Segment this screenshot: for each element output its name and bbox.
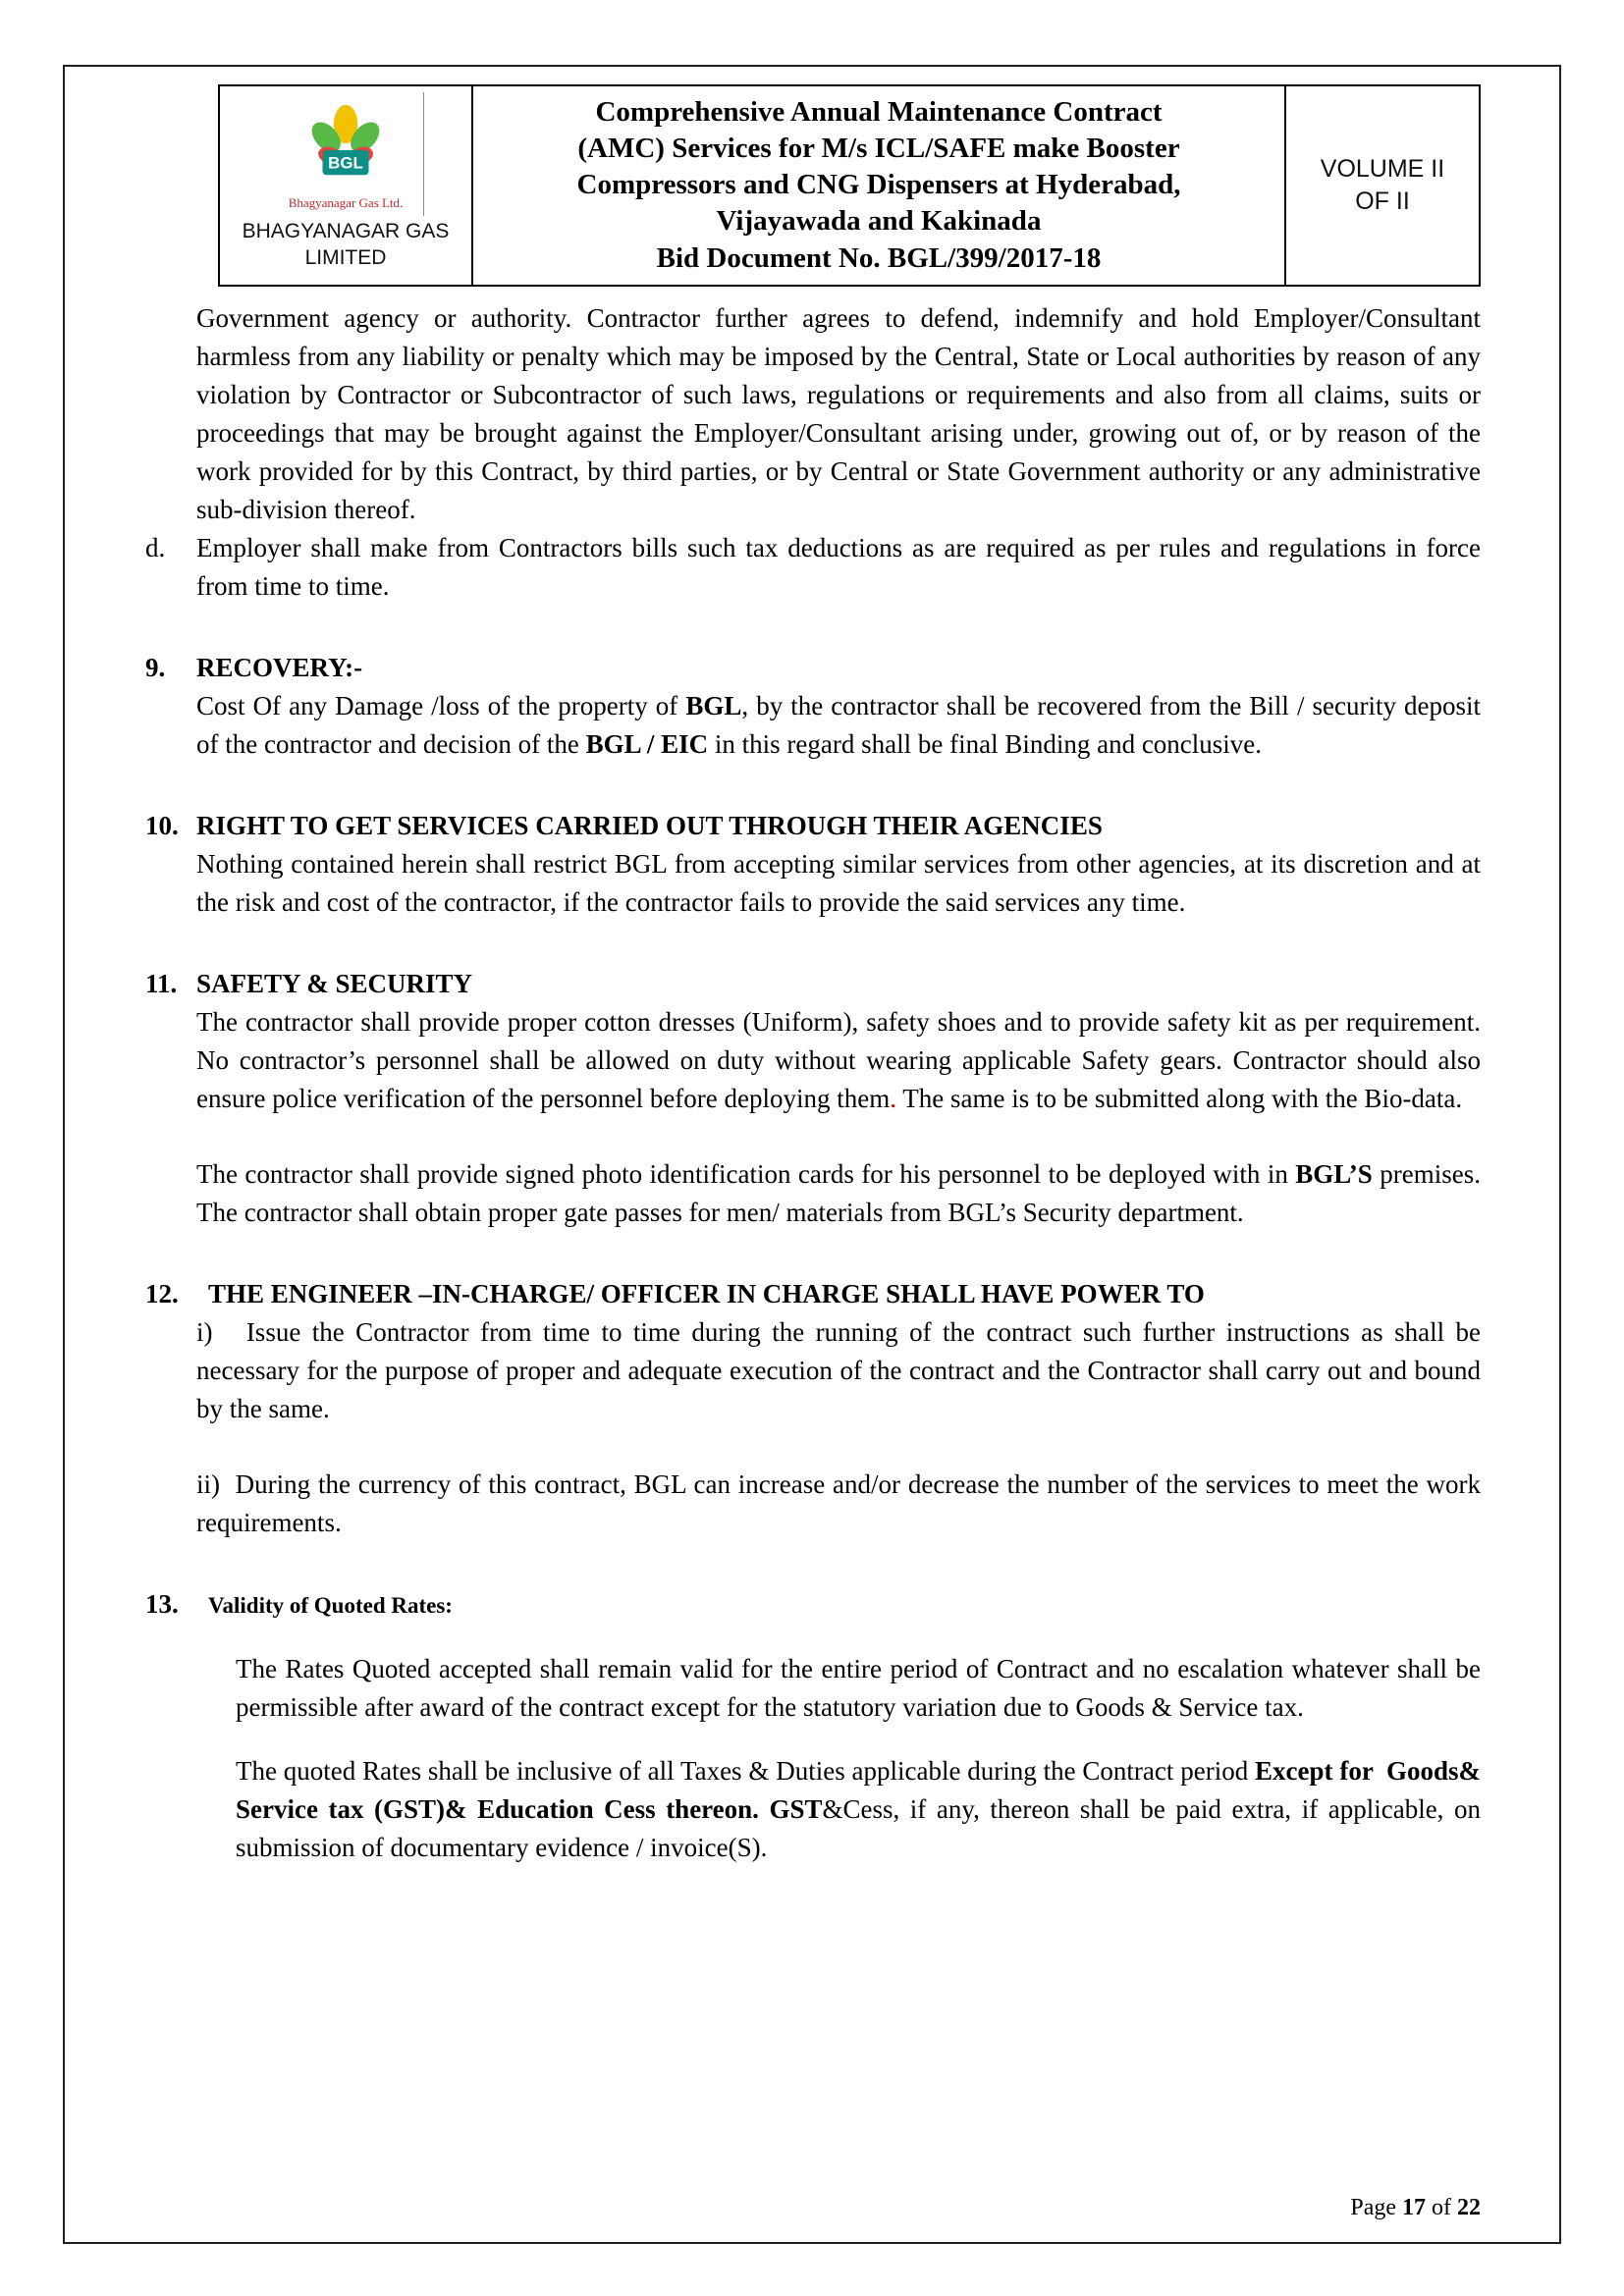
header-volume-cell (1285, 85, 1480, 286)
section-12-paragraph-i: i) Issue the Contractor from time to time during the running of the contract such further instructions as shall be necessary for the purpose of proper and adequate execution of the contract and the Contractor shall carry out and bound by the same. (196, 1317, 1481, 1423)
footer-middle: of (1426, 2195, 1457, 2220)
document-title (485, 94, 1272, 240)
section-11-paragraph-1 (196, 1003, 1481, 1118)
section-9-title: RECOVERY:- (196, 653, 363, 682)
section-11-paragraph-2 (196, 1155, 1481, 1232)
section-12 (145, 1275, 1481, 1542)
bgl-logo-icon (295, 102, 397, 194)
list-item-d-text: Employer shall make from Contractors bills such tax deductions as are required as per rules and regulations in force from time to time. (196, 533, 1481, 601)
section-10-number: 10. (145, 811, 179, 840)
text-run: in this regard shall be final Binding and conclusive. (708, 729, 1263, 759)
section-10-title: RIGHT TO GET SERVICES CARRIED OUT THROUGH THEIR AGENCIES (196, 811, 1103, 840)
document-page (145, 84, 1481, 1867)
document-title-line3: Compressors and CNG Dispensers at Hyderabad, (576, 169, 1181, 200)
section-9-paragraph (196, 687, 1481, 764)
text-run: The contractor shall provide proper cotton dresses (Uniform), safety shoes and to provide safety kit as per requirement. No contractor’s personnel shall be allowed on duty without wearing applicable Safety gears. Contractor should also ensure police verification of the personnel before deploying them (196, 1007, 1481, 1113)
section-9-heading (145, 649, 1481, 687)
section-13-paragraph-1: The Rates Quoted accepted shall remain valid for the entire period of Contract and no escalation whatever shall be permissible after award of the contract except for the statutory variation due to Goods & Service tax. (236, 1654, 1481, 1722)
section-10-heading (145, 807, 1481, 845)
volume-line1: VOLUME II (1320, 155, 1445, 183)
section-13-number: 13. (145, 1589, 179, 1619)
header-logo-cell (219, 85, 472, 286)
text-run: , by the contractor shall be recovered from the Bill / security deposit of the contractor and decision of the (196, 691, 1482, 759)
header-title-cell (472, 85, 1285, 286)
document-title-line4: Vijayawada and Kakinada (716, 205, 1042, 237)
section-11-number: 11. (145, 969, 178, 998)
list-item-d-marker: d. (145, 533, 166, 562)
text-run-bold: BGL (685, 691, 742, 721)
section-13-paragraph-2 (236, 1752, 1481, 1867)
intro-paragraph: Government agency or authority. Contractor further agrees to defend, indemnify and hold Employer/Consultant harmless from any liability or penalty which may be imposed by the Central, State or Local authorities by reason of any violation by Contractor or Subcontractor of such laws, regulations or requirements and also from all claims, suits or proceedings that may be brought against the Employer/Consultant arising under, growing out of, or by reason of the work provided for by this Contract, by third parties, or by Central or State Government authority or any administrative sub-division thereof. (196, 303, 1481, 524)
section-12-number: 12. (145, 1279, 179, 1308)
volume-line2: OF II (1355, 187, 1410, 215)
company-name-line1: BHAGYANAGAR GAS (242, 220, 450, 242)
section-13-heading (145, 1585, 1481, 1625)
document-title-line2: (AMC) Services for M/s ICL/SAFE make Booster (577, 133, 1180, 164)
section-13 (145, 1585, 1481, 1867)
text-run: &Cess, if any, thereon shall be paid extra, if applicable, on submission of documentary evidence / invoice(S). (236, 1794, 1481, 1862)
logo-divider (423, 92, 424, 216)
text-run: The same is to be submitted along with the Bio-data. (896, 1084, 1463, 1113)
section-12-paragraph-ii: ii) During the currency of this contract, BGL can increase and/or decrease the number of the services to meet the work requirements. (196, 1469, 1481, 1537)
document-title-line1: Comprehensive Annual Maintenance Contract (595, 96, 1163, 128)
bid-document-number: Bid Document No. BGL/399/2017-18 (656, 242, 1102, 274)
list-item-d (145, 529, 1481, 606)
logo-subtext: Bhagyanagar Gas Ltd. (288, 195, 404, 210)
section-11 (145, 965, 1481, 1232)
text-run-bold: BGL / EIC (585, 729, 709, 759)
logo-wrap (257, 102, 434, 211)
section-10 (145, 807, 1481, 922)
section-9-number: 9. (145, 653, 166, 682)
company-name (226, 218, 465, 271)
company-name-line2: LIMITED (304, 246, 387, 269)
text-run-bold: Except for Goods& Service tax (GST)& Education Cess thereon. GST (236, 1756, 1481, 1824)
section-11-heading (145, 965, 1481, 1003)
logo-bgl-text: BGL (328, 153, 363, 173)
text-run: Cost Of any Damage /loss of the property of (196, 691, 686, 721)
text-run: premises. The contractor shall obtain proper gate passes for men/ materials from BGL’s Security department. (196, 1159, 1481, 1227)
header-table (218, 84, 1481, 287)
section-12-heading (145, 1275, 1481, 1313)
footer-prefix: Page (1350, 2195, 1402, 2220)
footer-page-total: 22 (1457, 2195, 1481, 2220)
text-run-bold: BGL’S (1295, 1159, 1373, 1189)
section-11-title: SAFETY & SECURITY (196, 969, 473, 998)
text-run: The contractor shall provide signed photo identification cards for his personnel to be deployed with in (196, 1159, 1296, 1189)
section-12-title: THE ENGINEER –IN-CHARGE/ OFFICER IN CHARGE SHALL HAVE POWER TO (208, 1279, 1205, 1308)
red-period: . (890, 1084, 896, 1113)
page-footer (1350, 2193, 1481, 2222)
section-9 (145, 649, 1481, 764)
text-run: The quoted Rates shall be inclusive of all Taxes & Duties applicable during the Contract period (236, 1756, 1256, 1786)
section-10-paragraph: Nothing contained herein shall restrict BGL from accepting similar services from other agencies, at its discretion and at the risk and cost of the contractor, if the contractor fails to provide the said services any time. (196, 849, 1481, 917)
document-body (145, 299, 1481, 1867)
footer-page-current: 17 (1402, 2195, 1426, 2220)
section-13-title: Validity of Quoted Rates: (208, 1593, 453, 1618)
